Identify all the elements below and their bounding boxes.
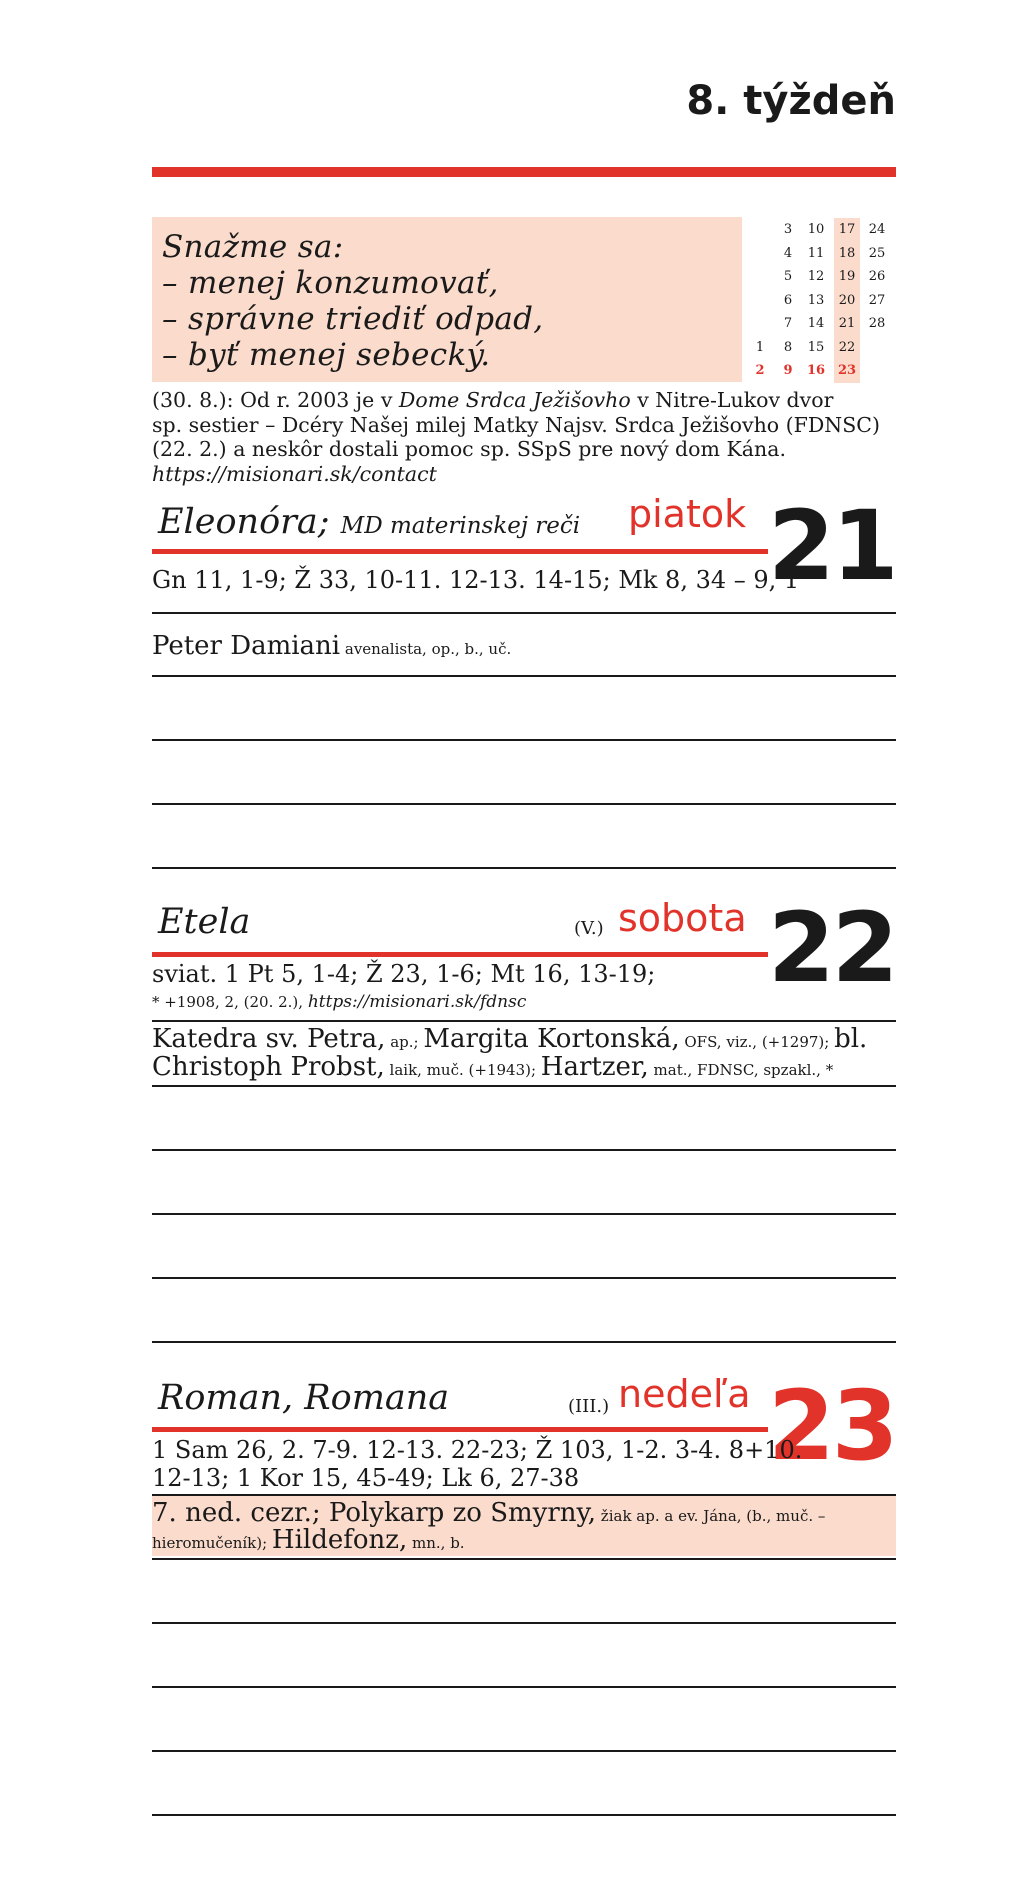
writing-line [152, 612, 896, 614]
writing-line [152, 1814, 896, 1816]
mini-calendar-day: 12 [807, 269, 825, 284]
day-red-rule [152, 1427, 768, 1432]
writing-line [152, 1341, 896, 1343]
mini-calendar-column [775, 218, 801, 383]
writing-line [152, 1558, 896, 1560]
mini-calendar-day: 4 [783, 245, 793, 261]
week-title: 8. týždeň [686, 78, 896, 124]
motto-line: – správne triediť odpad, [162, 301, 544, 337]
mini-calendar-day: 11 [807, 245, 825, 261]
saints-22-line2: Christoph Probst, laik, muč. (+1943); Hartzer, mat., FDNSC, spzakl., * [152, 1052, 834, 1082]
readings-23-line2: 12-13; 1 Kor 15, 45-49; Lk 6, 27-38 [152, 1464, 580, 1492]
motto-line: – menej konzumovať, [162, 265, 499, 301]
writing-line [152, 1750, 896, 1752]
readings-22: sviat. 1 Pt 5, 1-4; Ž 23, 1-6; Mt 16, 13-19; [152, 960, 656, 988]
readings-21: Gn 11, 1-9; Ž 33, 10-11. 12-13. 14-15; Mk 8, 34 – 9, 1 [152, 566, 800, 594]
rank-23: (III.) [568, 1396, 610, 1417]
note-line: (30. 8.): Od r. 2003 je v Dome Srdca Ježišovho v Nitre-Lukov dvor [152, 388, 834, 412]
mini-calendar-day: 26 [868, 269, 886, 284]
rank-22: (V.) [574, 918, 604, 939]
mini-calendar-day: 28 [868, 316, 886, 331]
writing-line [152, 867, 896, 869]
writing-line [152, 739, 896, 741]
info-note [152, 388, 902, 486]
weekday-21: piatok [628, 492, 747, 536]
mini-calendar [745, 218, 900, 380]
mini-calendar-day: 24 [868, 222, 886, 237]
mini-calendar-day: 19 [838, 269, 856, 284]
writing-line [152, 1622, 896, 1624]
mini-calendar-day: 8 [783, 339, 793, 355]
note-link[interactable]: https://misionari.sk/contact [152, 461, 437, 486]
mini-calendar-day: 15 [807, 339, 825, 355]
writing-line [152, 1213, 896, 1215]
mini-calendar-day: 3 [783, 222, 793, 237]
mini-calendar-day: 22 [838, 339, 856, 355]
saints-23-line1: 7. ned. cezr.; Polykarp zo Smyrny, žiak ap. a ev. Jána, (b., muč. – [152, 1498, 826, 1528]
mini-calendar-day: 18 [838, 245, 856, 261]
mini-calendar-day: 27 [868, 292, 886, 308]
writing-line [152, 1020, 896, 1022]
mini-calendar-day [864, 336, 890, 360]
day-name-21: Eleonóra; MD materinskej reči [158, 502, 581, 542]
mini-calendar-day [747, 242, 773, 266]
writing-line [152, 803, 896, 805]
writing-line [152, 1277, 896, 1279]
mini-calendar-column [834, 218, 860, 383]
mini-calendar-day [747, 312, 773, 336]
mini-calendar-column [803, 218, 829, 383]
mini-calendar-day: 6 [783, 292, 793, 308]
mini-calendar-day [747, 265, 773, 289]
day-name-23: Roman, Romana [158, 1378, 450, 1418]
motto-line: Snažme sa: [162, 229, 344, 265]
mini-calendar-day: 7 [783, 316, 793, 331]
mini-calendar-column [747, 218, 773, 383]
mini-calendar-day: 10 [807, 222, 825, 237]
mini-calendar-day: 25 [868, 245, 886, 261]
mini-calendar-day: 14 [807, 316, 825, 331]
mini-calendar-day [864, 359, 890, 383]
mini-calendar-day: 16 [806, 363, 826, 378]
day-number-21: 21 [768, 490, 896, 602]
day-number-22: 22 [768, 892, 896, 1004]
weekday-22: sobota [618, 896, 747, 940]
saints-22-line1: Katedra sv. Petra, ap.; Margita Kortonská, OFS, viz., (+1297); bl. [152, 1024, 868, 1054]
mini-calendar-day: 13 [807, 292, 825, 308]
writing-line [152, 1686, 896, 1688]
reading-note-22: * +1908, 2, (20. 2.), https://misionari.sk/fdnsc [152, 992, 527, 1012]
note-line: sp. sestier – Dcéry Našej milej Matky Najsv. Srdca Ježišovho (FDNSC) [152, 412, 880, 437]
day-number-23: 23 [768, 1370, 896, 1482]
note-line: (22. 2.) a neskôr dostali pomoc sp. SSpS pre nový dom Kána. [152, 437, 786, 461]
writing-line [152, 1149, 896, 1151]
mini-calendar-day: 1 [755, 339, 765, 355]
mini-calendar-day: 20 [838, 292, 856, 308]
mini-calendar-day: 17 [838, 222, 856, 237]
mini-calendar-day [747, 218, 773, 242]
motto-box [152, 217, 742, 382]
mini-calendar-day: 23 [837, 363, 857, 378]
top-divider [152, 167, 896, 177]
mini-calendar-day: 9 [783, 363, 793, 378]
mini-calendar-day: 5 [783, 269, 793, 284]
mini-calendar-day: 21 [838, 316, 856, 331]
mini-calendar-day: 2 [755, 363, 765, 378]
saints-23-line2: hieromučeník); Hildefonz, mn., b. [152, 1525, 465, 1555]
writing-line [152, 1085, 896, 1087]
mini-calendar-column [864, 218, 890, 383]
saints-21: Peter Damiani avenalista, op., b., uč. [152, 631, 512, 661]
mini-calendar-day [747, 289, 773, 313]
readings-23-line1: 1 Sam 26, 2. 7-9. 12-13. 22-23; Ž 103, 1-2. 3-4. 8+10. [152, 1436, 803, 1464]
day-red-rule [152, 952, 768, 957]
weekday-23: nedeľa [618, 1372, 751, 1416]
day-name-22: Etela [158, 902, 251, 942]
day-red-rule [152, 549, 768, 554]
motto-line: – byť menej sebecký. [162, 337, 491, 373]
writing-line [152, 675, 896, 677]
